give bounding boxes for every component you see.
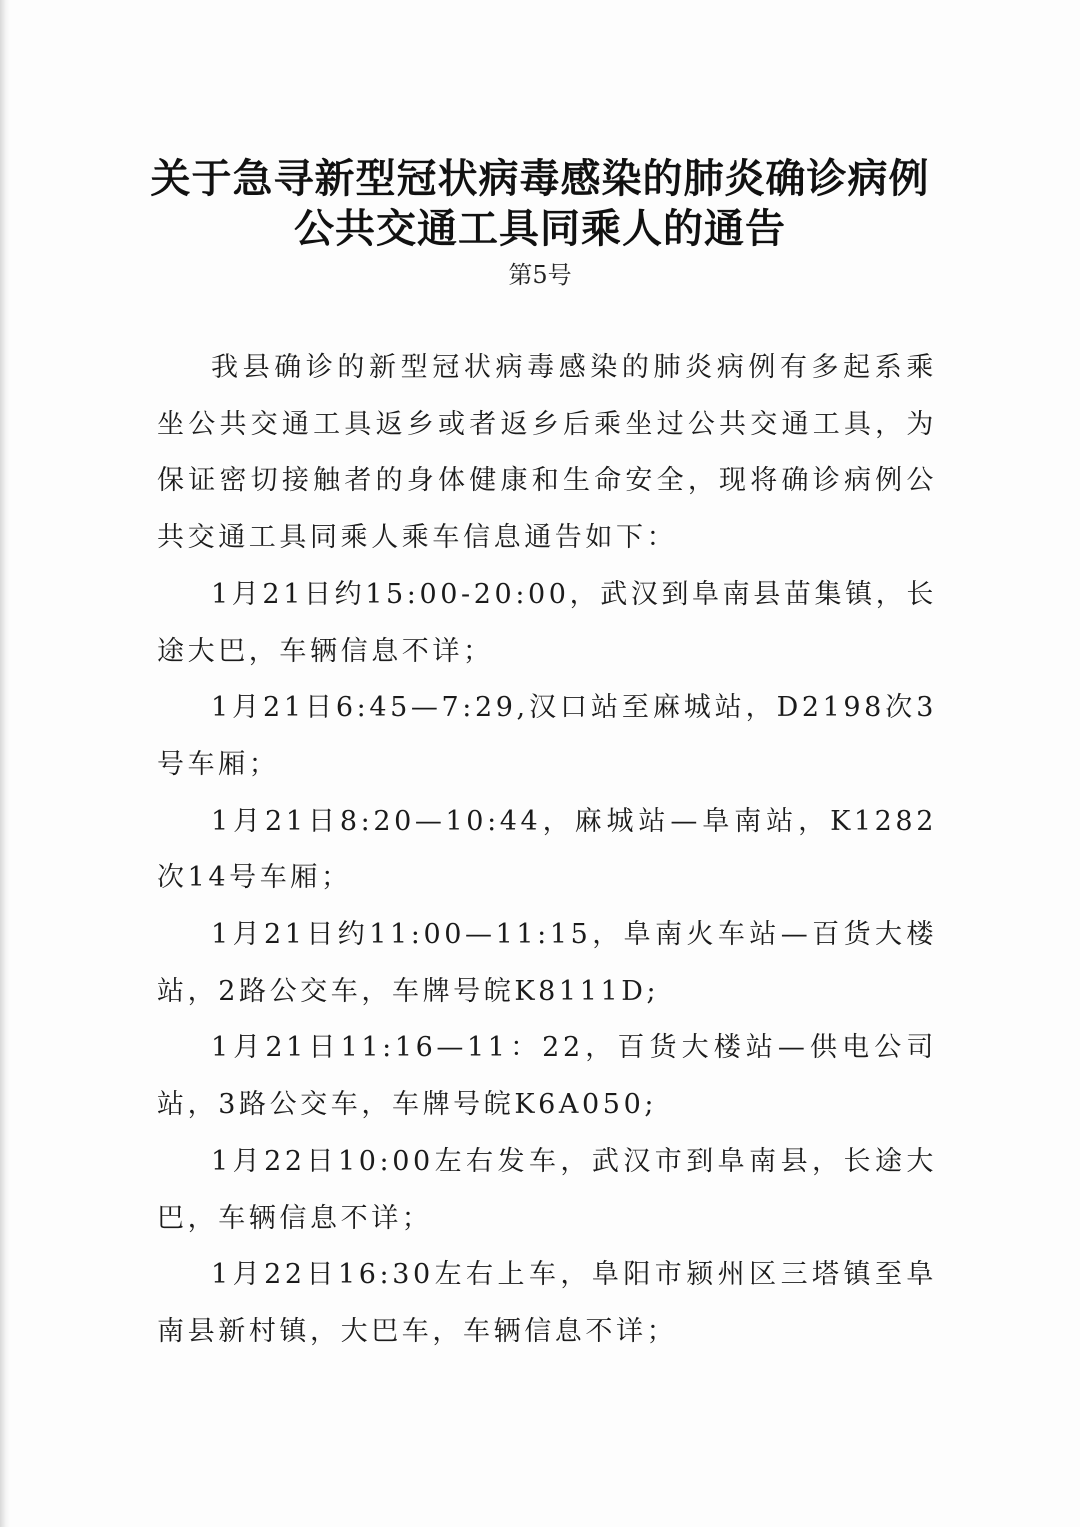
paragraph-trip: 1月21日6:45—7:29,汉口站至麻城站，D2198次3号车厢； <box>157 692 937 780</box>
paragraph-trip: 1月22日10:00左右发车，武汉市到阜南县，长途大巴，车辆信息不详； <box>157 1145 937 1234</box>
paragraph-trip: 1月21日约11:00—11:15，阜南火车站—百货大楼站，2路公交车，车牌号皖K8111D; <box>157 919 937 1007</box>
title-line-1: 关于急寻新型冠状病毒感染的肺炎确诊病例 <box>150 156 930 202</box>
paragraph-intro: 我县确诊的新型冠状病毒感染的肺炎病例有多起系乘坐公共交通工具返乡或者返乡后乘坐过公共交通工具，为保证密切接触者的身体健康和生命安全，现将确诊病例公共交通工具同乘人乘车信息通告如下： <box>157 352 937 554</box>
document-body <box>157 340 937 1361</box>
title-line-2: 公共交通工具同乘人的通告 <box>294 206 786 252</box>
paragraph-trip: 1月22日16:30左右上车，阜阳市颍州区三塔镇至阜南县新村镇，大巴车，车辆信息不详； <box>157 1259 937 1347</box>
paragraph-trip: 1月21日8:20—10:44，麻城站—阜南站，K1282次14号车厢； <box>157 805 937 894</box>
document-number: 第5号 <box>508 261 572 289</box>
paragraph-trip: 1月21日约15:00-20:00，武汉到阜南县苗集镇，长途大巴，车辆信息不详； <box>157 578 937 667</box>
paragraph-trip: 1月21日11:16—11：22，百货大楼站—供电公司站，3路公交车，车牌号皖K6A050; <box>157 1032 937 1121</box>
